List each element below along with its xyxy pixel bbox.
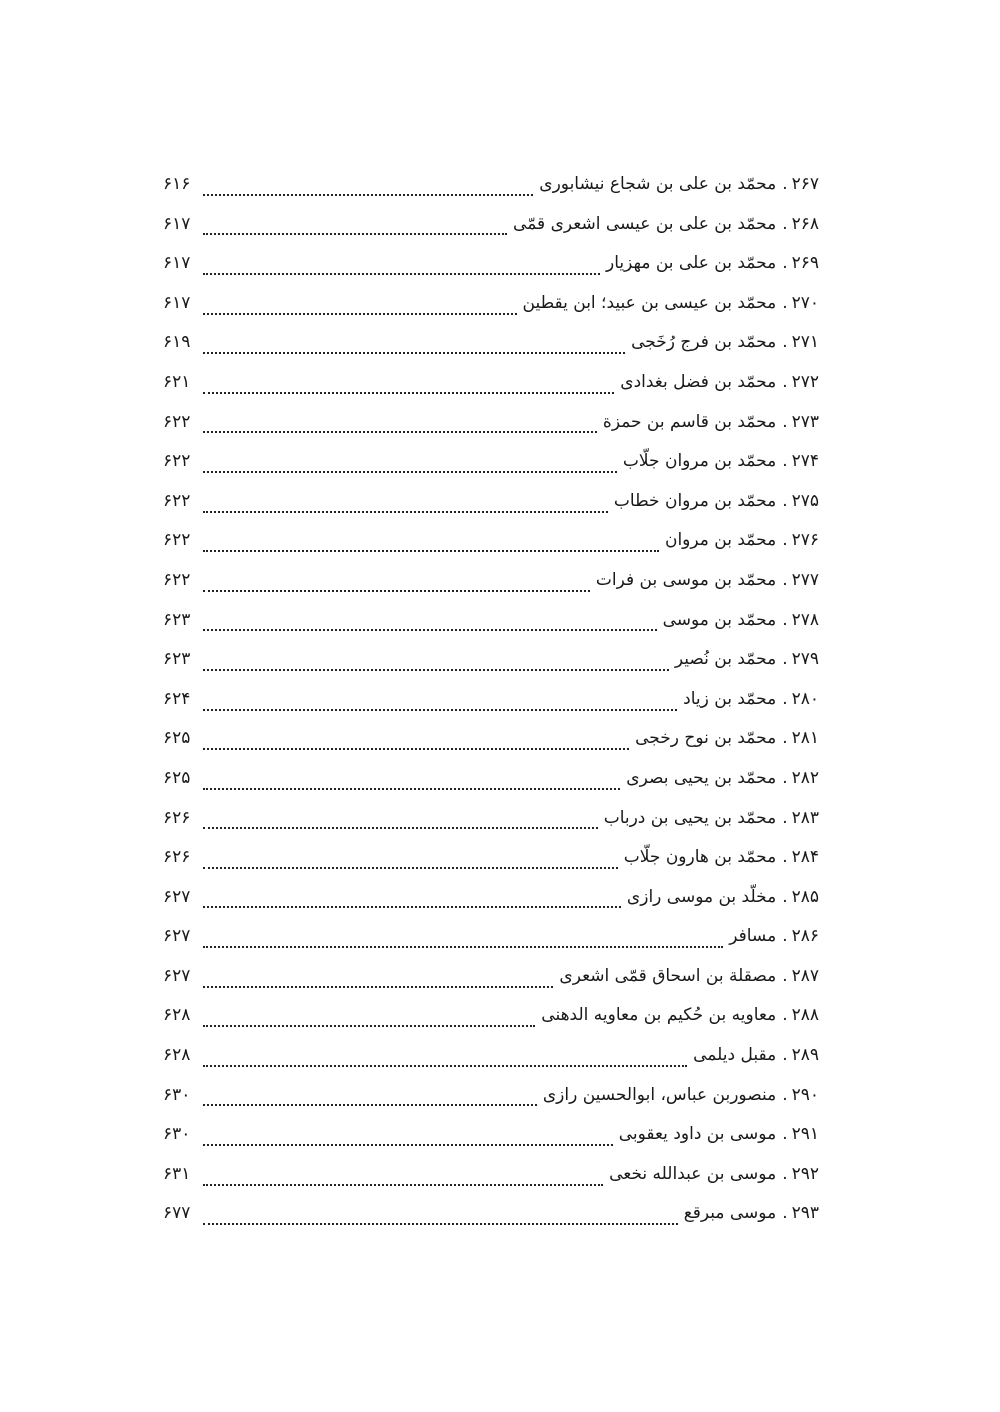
entry-separator: . <box>782 847 788 868</box>
entry-title: مسافر <box>729 926 777 947</box>
page-number: ۶۱۶ <box>163 174 191 194</box>
toc-entry <box>163 368 819 408</box>
entry-number: ۲۸۱ <box>791 728 819 749</box>
page-number: ۶۲۲ <box>163 490 191 511</box>
toc-entry <box>163 1041 819 1081</box>
entry-title: محمّد بن قاسم بن حمزة <box>602 411 777 432</box>
entry-separator: . <box>782 926 788 947</box>
entry-number: ۲۷۸ <box>791 609 819 630</box>
toc-entry <box>163 883 819 923</box>
dot-leader <box>203 734 629 754</box>
page-number: ۶۳۰ <box>163 1124 191 1145</box>
entry-separator: . <box>782 807 788 828</box>
page-number: ۶۲۷ <box>163 886 191 907</box>
toc-entry <box>163 685 819 725</box>
entry-title: محمّد بن موسی <box>662 609 777 630</box>
entry-number: ۲۷۷ <box>791 569 819 590</box>
entry-number: ۲۹۲ <box>791 1163 819 1184</box>
toc-entry <box>163 289 819 329</box>
toc-entry <box>163 1081 819 1121</box>
entry-title: محمّد بن مروان خطاب <box>613 490 777 511</box>
entry-title: محمّد بن علی بن شجاع نیشابوری <box>539 174 777 194</box>
dot-leader <box>203 497 608 517</box>
entry-title: محمّد بن فضل بغدادی <box>620 371 777 392</box>
entry-number: ۲۸۴ <box>791 847 819 868</box>
entry-title: منصوربن عباس، ابوالحسین رازی <box>542 1084 777 1105</box>
dot-leader <box>203 853 618 873</box>
entry-separator: . <box>782 728 788 749</box>
page-number: ۶۱۹ <box>163 332 191 353</box>
entry-separator: . <box>782 569 788 590</box>
toc-entry <box>163 1120 819 1160</box>
dot-leader <box>203 615 657 635</box>
dot-leader <box>203 576 590 596</box>
entry-number: ۲۹۱ <box>791 1124 819 1145</box>
entry-title: محمّد بن عیسی بن عبید؛ ابن یقطین <box>522 292 777 313</box>
toc-entry <box>163 764 819 804</box>
toc-entry <box>163 170 819 210</box>
toc-entry <box>163 447 819 487</box>
toc-entry <box>163 843 819 883</box>
entry-number: ۲۸۲ <box>791 767 819 788</box>
entry-number: ۲۸۹ <box>791 1045 819 1066</box>
toc-entry <box>163 328 819 368</box>
entry-number: ۲۷۶ <box>791 530 819 551</box>
page-number: ۶۲۴ <box>163 688 191 709</box>
entry-title: محمّد بن زیاد <box>683 688 777 709</box>
entry-title: مخلّد بن موسی رازی <box>626 886 777 907</box>
entry-separator: . <box>782 1045 788 1066</box>
dot-leader <box>203 457 617 477</box>
toc-entry <box>163 962 819 1002</box>
entry-title: محمّد بن مروان جلّاب <box>622 451 777 472</box>
dot-leader <box>203 338 625 358</box>
page-number: ۶۷۷ <box>163 1203 191 1224</box>
page-number: ۶۲۷ <box>163 965 191 986</box>
entry-title: موسی بن داود یعقوبی <box>618 1124 777 1145</box>
entry-separator: . <box>782 213 788 234</box>
dot-leader <box>203 259 600 279</box>
entry-number: ۲۹۳ <box>791 1203 819 1224</box>
entry-separator: . <box>782 1005 788 1026</box>
entry-title: مصقلة بن اسحاق قمّی اشعری <box>559 965 777 986</box>
page-number: ۶۲۲ <box>163 530 191 551</box>
entry-separator: . <box>782 1124 788 1145</box>
entry-number: ۲۷۰ <box>791 292 819 313</box>
entry-separator: . <box>782 688 788 709</box>
toc-entry <box>163 487 819 527</box>
dot-leader <box>203 417 597 437</box>
entry-number: ۲۶۷ <box>791 174 819 194</box>
dot-leader <box>203 1090 537 1110</box>
page-number: ۶۲۸ <box>163 1005 191 1026</box>
entry-separator: . <box>782 530 788 551</box>
entry-number: ۲۸۵ <box>791 886 819 907</box>
page-number: ۶۲۵ <box>163 728 191 749</box>
entry-number: ۲۷۳ <box>791 411 819 432</box>
dot-leader <box>203 219 507 239</box>
toc-entry <box>163 526 819 566</box>
dot-leader <box>203 972 553 992</box>
entry-title: مقبل دیلمی <box>693 1045 777 1066</box>
page-number: ۶۲۸ <box>163 1045 191 1066</box>
toc-entry <box>163 566 819 606</box>
entry-title: محمّد بن یحیی بصری <box>626 767 777 788</box>
entry-title: محمّد بن فرج رُخَجی <box>631 332 777 353</box>
toc-entry <box>163 1160 819 1200</box>
toc-entry <box>163 606 819 646</box>
dot-leader <box>203 378 614 398</box>
entry-number: ۲۷۴ <box>791 451 819 472</box>
dot-leader <box>203 180 533 200</box>
entry-separator: . <box>782 451 788 472</box>
entry-title: محمّد بن علی بن عیسی اشعری قمّی <box>513 213 777 234</box>
dot-leader <box>203 1051 687 1071</box>
entry-title: محمّد بن علی بن مهزیار <box>606 253 777 274</box>
toc-entry <box>163 1001 819 1041</box>
entry-separator: . <box>782 490 788 511</box>
entry-separator: . <box>782 609 788 630</box>
entry-title: محمّد بن مروان <box>664 530 777 551</box>
page-number: ۶۱۷ <box>163 292 191 313</box>
dot-leader <box>203 1011 535 1031</box>
page-number: ۶۲۱ <box>163 371 191 392</box>
entry-separator: . <box>782 332 788 353</box>
toc-entry <box>163 408 819 448</box>
entry-title: موسی بن عبدالله نخعی <box>609 1163 777 1184</box>
entry-separator: . <box>782 1084 788 1105</box>
entry-title: محمّد بن یحیی بن درباب <box>603 807 777 828</box>
entry-number: ۲۸۰ <box>791 688 819 709</box>
toc-entry <box>163 1199 819 1239</box>
dot-leader <box>203 932 723 952</box>
entry-separator: . <box>782 253 788 274</box>
entry-number: ۲۷۵ <box>791 490 819 511</box>
entry-number: ۲۷۲ <box>791 371 819 392</box>
dot-leader <box>203 695 677 715</box>
page-number: ۶۲۲ <box>163 569 191 590</box>
entry-number: ۲۷۱ <box>791 332 819 353</box>
entry-title: محمّد بن موسی بن فرات <box>595 569 777 590</box>
entry-title: محمّد بن نوح رخجی <box>635 728 777 749</box>
entry-number: ۲۹۰ <box>791 1084 819 1105</box>
entry-number: ۲۸۶ <box>791 926 819 947</box>
toc-entry <box>163 645 819 685</box>
dot-leader <box>203 1209 678 1229</box>
entry-separator: . <box>782 292 788 313</box>
entry-separator: . <box>782 1203 788 1224</box>
entry-number: ۲۶۸ <box>791 213 819 234</box>
dot-leader <box>203 299 517 319</box>
page-number: ۶۲۳ <box>163 609 191 630</box>
entry-title: محمّد بن هارون جلّاب <box>623 847 777 868</box>
dot-leader <box>203 1130 613 1150</box>
dot-leader <box>203 774 620 794</box>
toc-entry <box>163 210 819 250</box>
entry-title: موسی مبرقع <box>683 1203 777 1224</box>
toc-entry <box>163 804 819 844</box>
dot-leader <box>203 1170 603 1190</box>
entry-separator: . <box>782 965 788 986</box>
entry-separator: . <box>782 649 788 670</box>
entry-number: ۲۸۷ <box>791 965 819 986</box>
entry-separator: . <box>782 411 788 432</box>
dot-leader <box>203 813 598 833</box>
entry-separator: . <box>782 371 788 392</box>
entry-separator: . <box>782 174 788 194</box>
page-number: ۶۲۶ <box>163 847 191 868</box>
page-number: ۶۲۳ <box>163 649 191 670</box>
entry-title: معاویه بن حُکیم بن معاویه الدهنی <box>541 1005 777 1026</box>
table-of-contents <box>163 170 819 1239</box>
toc-entry <box>163 249 819 289</box>
page-number: ۶۲۲ <box>163 451 191 472</box>
page-number: ۶۱۷ <box>163 253 191 274</box>
entry-title: محمّد بن نُصیر <box>674 649 777 670</box>
toc-entry <box>163 922 819 962</box>
page-number: ۶۳۱ <box>163 1163 191 1184</box>
entry-separator: . <box>782 767 788 788</box>
entry-number: ۲۸۳ <box>791 807 819 828</box>
toc-entry <box>163 724 819 764</box>
page-number: ۶۱۷ <box>163 213 191 234</box>
page-number: ۶۲۷ <box>163 926 191 947</box>
dot-leader <box>203 892 621 912</box>
dot-leader <box>203 655 669 675</box>
dot-leader <box>203 536 659 556</box>
page-number: ۶۲۶ <box>163 807 191 828</box>
entry-number: ۲۶۹ <box>791 253 819 274</box>
page-number: ۶۳۰ <box>163 1084 191 1105</box>
page-number: ۶۲۵ <box>163 767 191 788</box>
entry-number: ۲۷۹ <box>791 649 819 670</box>
entry-number: ۲۸۸ <box>791 1005 819 1026</box>
entry-separator: . <box>782 886 788 907</box>
entry-separator: . <box>782 1163 788 1184</box>
page-number: ۶۲۲ <box>163 411 191 432</box>
